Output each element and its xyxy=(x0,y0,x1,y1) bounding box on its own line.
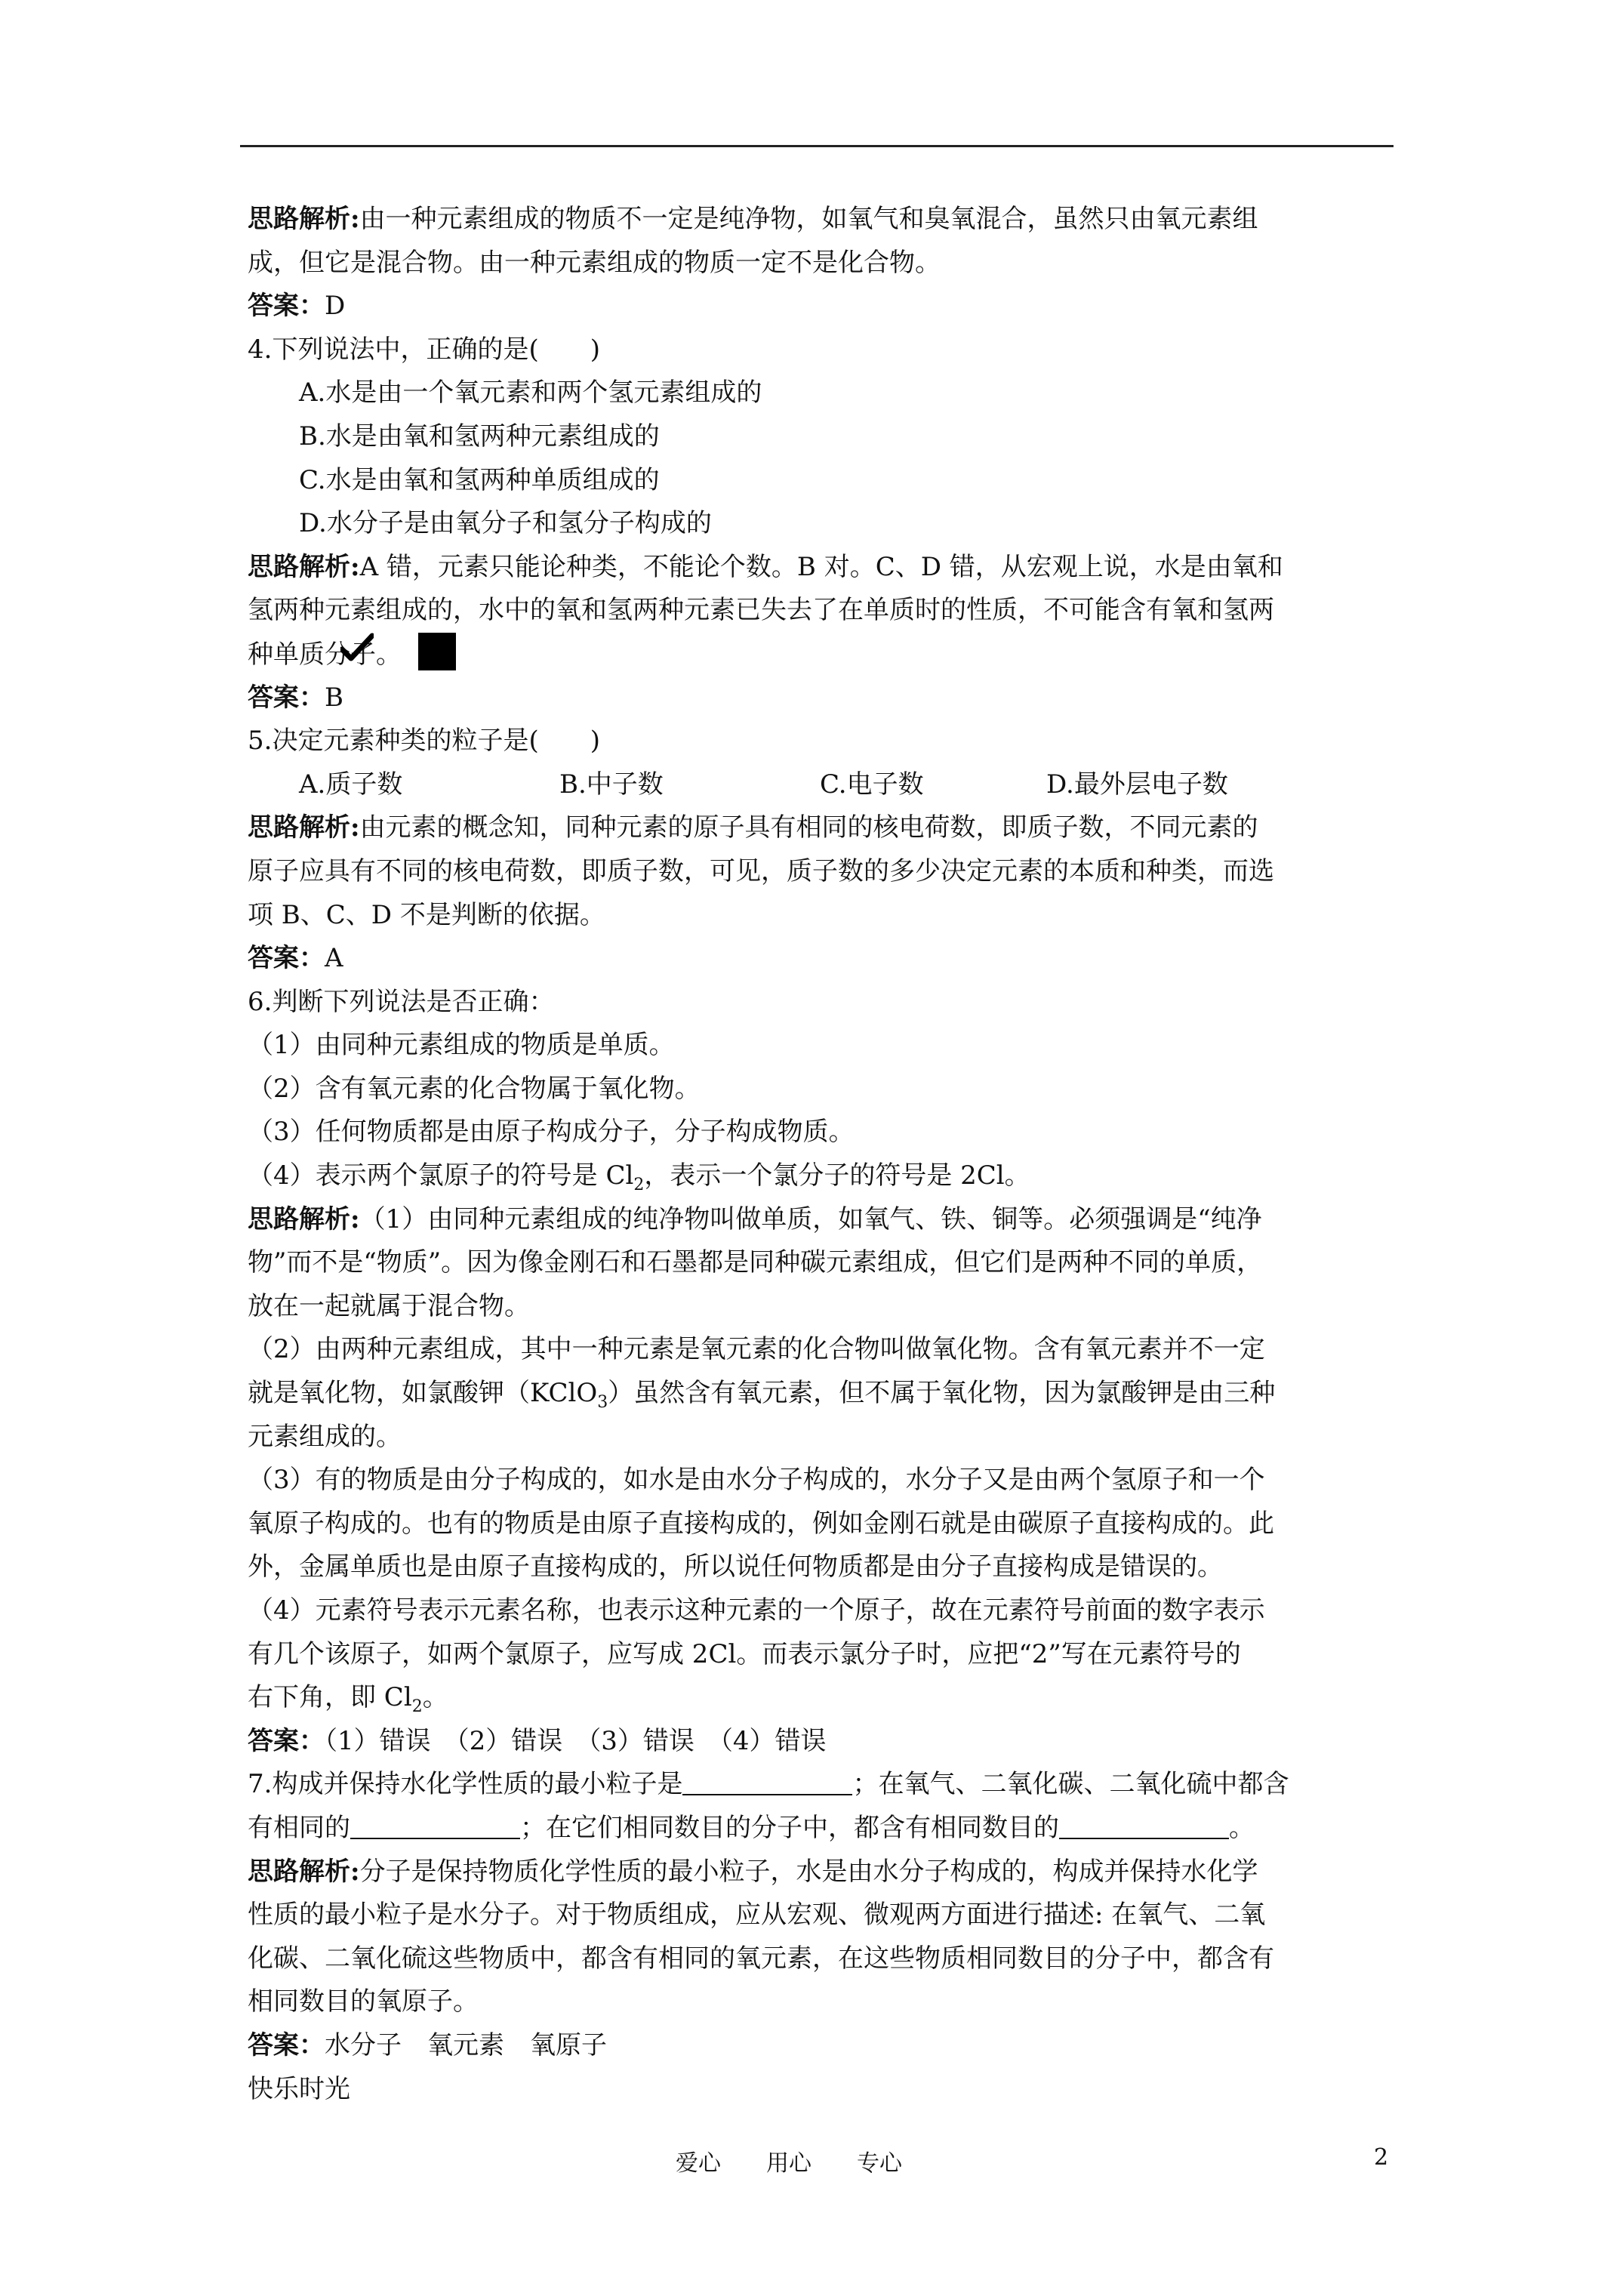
text-line: 氢两种元素组成的，水中的氧和氢两种元素已失去了在单质时的性质，不可能含有氧和氢两 xyxy=(248,595,1274,626)
text-line: 放在一起就属于混合物。 xyxy=(248,1290,530,1321)
text-line: 思路解析:分子是保持物质化学性质的最小粒子，水是由水分子构成的，构成并保持水化学 xyxy=(248,1856,1258,1887)
question-5: 5.决定元素种类的粒子是( ) xyxy=(248,726,600,757)
text-line: 成，但它是混合物。由一种元素组成的物质一定不是化合物。 xyxy=(248,247,941,278)
statement-1: （1）由同种元素组成的物质是单质。 xyxy=(248,1030,675,1061)
text-line: （3）有的物质是由分子构成的，如水是由水分子构成的，水分子又是由两个氢原子和一个 xyxy=(248,1465,1265,1496)
answer-line: 答案：水分子 氧元素 氧原子 xyxy=(248,2029,607,2060)
text-line: 元素组成的。 xyxy=(248,1421,402,1452)
text-line: 性质的最小粒子是水分子。对于物质组成，应从宏观、微观两方面进行描述: 在氧气、二氧 xyxy=(248,1900,1266,1931)
text-line: 项 B、C、D 不是判断的依据。 xyxy=(248,899,605,930)
option-b: B.水是由氧和氢两种元素组成的 xyxy=(299,421,660,451)
text-line: 原子应具有不同的核电荷数，即质子数，可见，质子数的多少决定元素的本质和种类，而选 xyxy=(248,855,1274,886)
option-a: A.水是由一个氧元素和两个氢元素组成的 xyxy=(299,378,762,408)
answer-blank xyxy=(350,1815,520,1839)
text-line: 外，金属单质也是由原子直接构成的，所以说任何物质都是由分子直接构成是错误的。 xyxy=(248,1552,1223,1583)
answer-line: 答案：A xyxy=(248,943,343,974)
page-number: 2 xyxy=(1374,2144,1389,2171)
black-box-icon xyxy=(418,633,456,670)
question-4: 4.下列说法中，正确的是( ) xyxy=(248,334,600,365)
document-body xyxy=(248,198,1395,2111)
answer-line: 答案：（1）错误 （2）错误 （3）错误 （4）错误 xyxy=(248,1725,827,1756)
text-line: 思路解析:（1）由同种元素组成的纯净物叫做单质，如氧气、铁、铜等。必须强调是“纯净 xyxy=(248,1203,1262,1234)
text-line: （4）元素符号表示元素名称，也表示这种元素的一个原子，故在元素符号前面的数字表示 xyxy=(248,1595,1265,1626)
text-line: 思路解析:由元素的概念知，同种元素的原子具有相同的核电荷数，即质子数，不同元素的 xyxy=(248,812,1258,843)
text-line: 有几个该原子，如两个氯原子，应写成 2Cl。而表示氯分子时，应把“2”写在元素符号的 xyxy=(248,1638,1241,1669)
answer-blank xyxy=(682,1771,852,1795)
option-d: D.水分子是由氧分子和氢分子构成的 xyxy=(299,508,712,539)
text-line: 思路解析:A 错，元素只能论种类，不能论个数。B 对。C、D 错，从宏观上说，水是由氧和 xyxy=(248,551,1283,582)
header-rule xyxy=(240,145,1394,147)
statement-2: （2）含有氧元素的化合物属于氧化物。 xyxy=(248,1073,701,1104)
text-line: （2）由两种元素组成，其中一种元素是氧元素的化合物叫做氧化物。含有氧元素并不一定 xyxy=(248,1334,1265,1365)
statement-3: （3）任何物质都是由原子构成分子，分子构成物质。 xyxy=(248,1117,855,1148)
text-line: 氧原子构成的。也有的物质是由原子直接构成的，例如金刚石就是由碳原子直接构成的。此 xyxy=(248,1508,1274,1539)
options-row xyxy=(248,763,1395,807)
text-line: 物”而不是“物质”。因为像金刚石和石墨都是同种碳元素组成，但它们是两种不同的单质， xyxy=(248,1247,1263,1278)
question-6: 6.判断下列说法是否正确： xyxy=(248,986,555,1017)
text-line: 化碳、二氧化硫这些物质中，都含有相同的氧元素，在这些物质相同数目的分子中，都含有 xyxy=(248,1943,1274,1974)
section-heading: 快乐时光 xyxy=(248,2073,350,2104)
checkmark-icon xyxy=(340,633,374,663)
option-c: C.水是由氧和氢两种单质组成的 xyxy=(299,464,660,495)
question-7-cont: 有相同的 ；在它们相同数目的分子中，都含有相同数目的 。 xyxy=(248,1812,1255,1843)
text-line: 就是氧化物，如氯酸钾（KClO$_3$）虽然含有氧元素，但不属于氧化物，因为氯酸钾是由三种 xyxy=(248,1378,1276,1412)
text-line: 种单质分子。 xyxy=(248,633,1395,676)
option-b: B.中子数 xyxy=(559,769,664,800)
footer-slogan: 爱心 用心 专心 xyxy=(676,2150,902,2177)
option-c: C.电子数 xyxy=(820,769,924,800)
text-line: 右下角，即 $Cl_2$。 xyxy=(248,1682,448,1716)
answer-line: 答案：B xyxy=(248,682,343,713)
text-line: 相同数目的氧原子。 xyxy=(248,1986,479,2017)
answer-blank xyxy=(1059,1815,1229,1839)
statement-4: （4）表示两个氯原子的符号是 $Cl_2$，表示一个氯分子的符号是 2Cl。 xyxy=(248,1160,1030,1194)
answer-line: 答案：D xyxy=(248,291,346,322)
option-d: D.最外层电子数 xyxy=(1046,769,1228,800)
question-7: 7.构成并保持水化学性质的最小粒子是 ；在氧气、二氧化碳、二氧化硫中都含 xyxy=(248,1769,1289,1800)
option-a: A.质子数 xyxy=(299,769,403,800)
text-line: 思路解析:由一种元素组成的物质不一定是纯净物，如氧气和臭氧混合，虽然只由氧元素组 xyxy=(248,204,1258,234)
